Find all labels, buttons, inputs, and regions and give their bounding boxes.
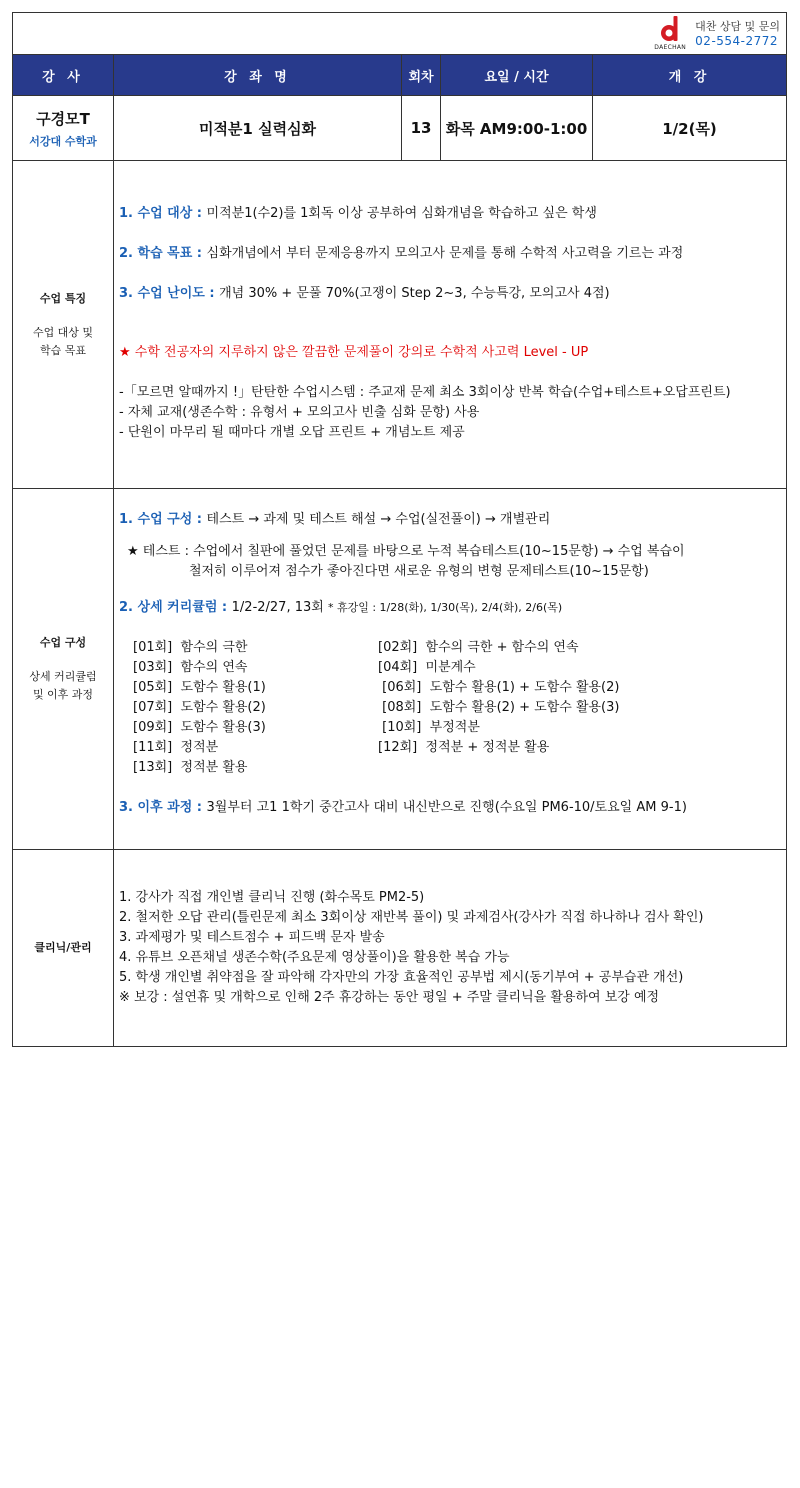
after-line: 3. 이후 과정 : 3월부터 고1 1학기 중간고사 대비 내신반으로 진행(수요일 PM6-10/토요일 AM 9-1) <box>119 800 687 815</box>
daechan-logo <box>653 15 687 53</box>
level-line: 3. 수업 난이도 : 개념 30% + 문풀 70%(고쟁이 Step 2~3, 수능특강, 모의고사 4점) <box>119 286 610 301</box>
curriculum-session: [07회] 도함수 활용(2) <box>133 700 266 715</box>
curriculum-session: [03회] 함수의 연속 <box>133 660 248 675</box>
header-course: 강 좌 명 <box>114 55 402 96</box>
curriculum-session: [11회] 정적분 <box>133 740 219 755</box>
clinic-line: ※ 보강 : 설연휴 및 개학으로 인해 2주 휴강하는 동안 평일 + 주말 클리닉을 활용하여 보강 예정 <box>119 990 660 1005</box>
features-label <box>13 161 114 489</box>
features-label-sub2: 학습 목표 <box>39 343 86 357</box>
course-table <box>12 12 787 1047</box>
course-sheet <box>12 12 786 1047</box>
curriculum-session: [05회] 도함수 활용(1) <box>133 680 266 695</box>
curriculum-line: 2. 상세 커리큘럼 : 1/2-2/27, 13회 * 휴강일 : 1/28(화), 1/30(목), 2/4(화), 2/6(목) <box>119 600 563 615</box>
bullet-line-1: -「모르면 알때까지 !」탄탄한 수업시스템 : 주교재 문제 최소 3회이상 반복 학습(수업+테스트+오답프린트) <box>119 385 731 400</box>
course-schedule: 화목 AM9:00-1:00 <box>441 96 593 161</box>
teacher-cell <box>13 96 114 161</box>
header-row <box>13 55 787 96</box>
clinic-content <box>114 850 787 1047</box>
header-start: 개 강 <box>593 55 787 96</box>
contact-info <box>695 19 780 49</box>
teacher-school: 서강대 수학과 <box>29 134 97 148</box>
daechan-logo-icon <box>659 15 681 43</box>
course-start: 1/2(목) <box>593 96 787 161</box>
brand-row <box>13 13 787 55</box>
structure-row <box>13 489 787 850</box>
test-line-2: 철저히 이루어져 점수가 좋아진다면 새로운 유형의 변형 문제테스트(10~15문항) <box>189 564 649 579</box>
curriculum-session: [09회] 도함수 활용(3) <box>133 720 266 735</box>
target-line: 1. 수업 대상 : 미적분1(수2)를 1회독 이상 공부하여 심화개념을 학습하고 싶은 학생 <box>119 206 597 221</box>
structure-content <box>114 489 787 850</box>
clinic-line: 1. 강사가 직접 개인별 클리닉 진행 (화수목토 PM2-5) <box>119 890 425 905</box>
clinic-lines <box>119 888 786 1008</box>
goal-line: 2. 학습 목표 : 심화개념에서 부터 문제응용까지 모의고사 문제를 통해 수학적 사고력을 기르는 과정 <box>119 246 684 261</box>
contact-phone[interactable]: 02-554-2772 <box>695 33 779 48</box>
curriculum-session: [08회] 도함수 활용(2) + 도함수 활용(3) <box>378 700 620 715</box>
course-info-row <box>13 96 787 161</box>
course-sessions: 13 <box>402 96 441 161</box>
bullet-line-2: - 자체 교재(생존수학 : 유형서 + 모의고사 빈출 심화 문항) 사용 <box>119 405 480 420</box>
teacher-name: 구경모T <box>36 109 90 128</box>
curriculum-session: [12회] 정적분 + 정적분 활용 <box>378 740 550 755</box>
course-title: 미적분1 실력심화 <box>114 96 402 161</box>
structure-label-sub1: 상세 커리큘럼 <box>29 670 97 683</box>
clinic-label: 클리닉/관리 <box>13 850 114 1047</box>
structure-label-title: 수업 구성 <box>39 636 87 649</box>
curriculum-session: [13회] 정적분 활용 <box>133 760 248 775</box>
clinic-line: 4. 유튜브 오픈채널 생존수학(주요문제 영상풀이)을 활용한 복습 가능 <box>119 950 510 965</box>
features-label-sub1: 수업 대상 및 <box>32 325 94 339</box>
test-line-1: ★ 테스트 : 수업에서 칠판에 풀었던 문제를 바탕으로 누적 복습테스트(10~15문항) → 수업 복습이 <box>127 544 685 559</box>
header-sessions: 회차 <box>402 55 441 96</box>
curriculum-session <box>378 758 678 778</box>
brand-area <box>13 13 786 54</box>
features-label-title: 수업 특징 <box>39 291 87 305</box>
clinic-line: 5. 학생 개인별 취약점을 잘 파악해 각자만의 가장 효율적인 공부법 제시(동기부여 + 공부습관 개선) <box>119 970 684 985</box>
header-teacher: 강 사 <box>13 55 114 96</box>
features-row <box>13 161 787 489</box>
clinic-line: 2. 철저한 오답 관리(틀린문제 최소 3회이상 재반복 풀이) 및 과제검사(강사가 직접 하나하나 검사 확인) <box>119 910 704 925</box>
structure-label <box>13 489 114 850</box>
curriculum-session: [01회] 함수의 극한 <box>133 640 248 655</box>
bullet-line-3: - 단원이 마무리 될 때마다 개별 오답 프린트 + 개념노트 제공 <box>119 425 465 440</box>
header-schedule: 요일 / 시간 <box>441 55 593 96</box>
curriculum-sessions <box>133 638 786 778</box>
composition-line: 1. 수업 구성 : 테스트 → 과제 및 테스트 해설 → 수업(실전풀이) → 개별관리 <box>119 512 551 527</box>
highlight-line: ★ 수학 전공자의 지루하지 않은 깔끔한 문제풀이 강의로 수학적 사고력 Level - UP <box>119 345 589 360</box>
logo-text: DAECHAN <box>654 43 687 51</box>
clinic-line: 3. 과제평가 및 테스트점수 + 피드백 문자 발송 <box>119 930 385 945</box>
contact-label: 대찬 상담 및 문의 <box>695 19 781 33</box>
clinic-row <box>13 850 787 1047</box>
curriculum-session: [10회] 부정적분 <box>378 720 480 735</box>
curriculum-session: [04회] 미분계수 <box>378 660 476 675</box>
curriculum-session: [06회] 도함수 활용(1) + 도함수 활용(2) <box>378 680 620 695</box>
structure-label-sub2: 및 이후 과정 <box>32 688 94 701</box>
curriculum-session: [02회] 함수의 극한 + 함수의 연속 <box>378 640 579 655</box>
features-content <box>114 161 787 489</box>
